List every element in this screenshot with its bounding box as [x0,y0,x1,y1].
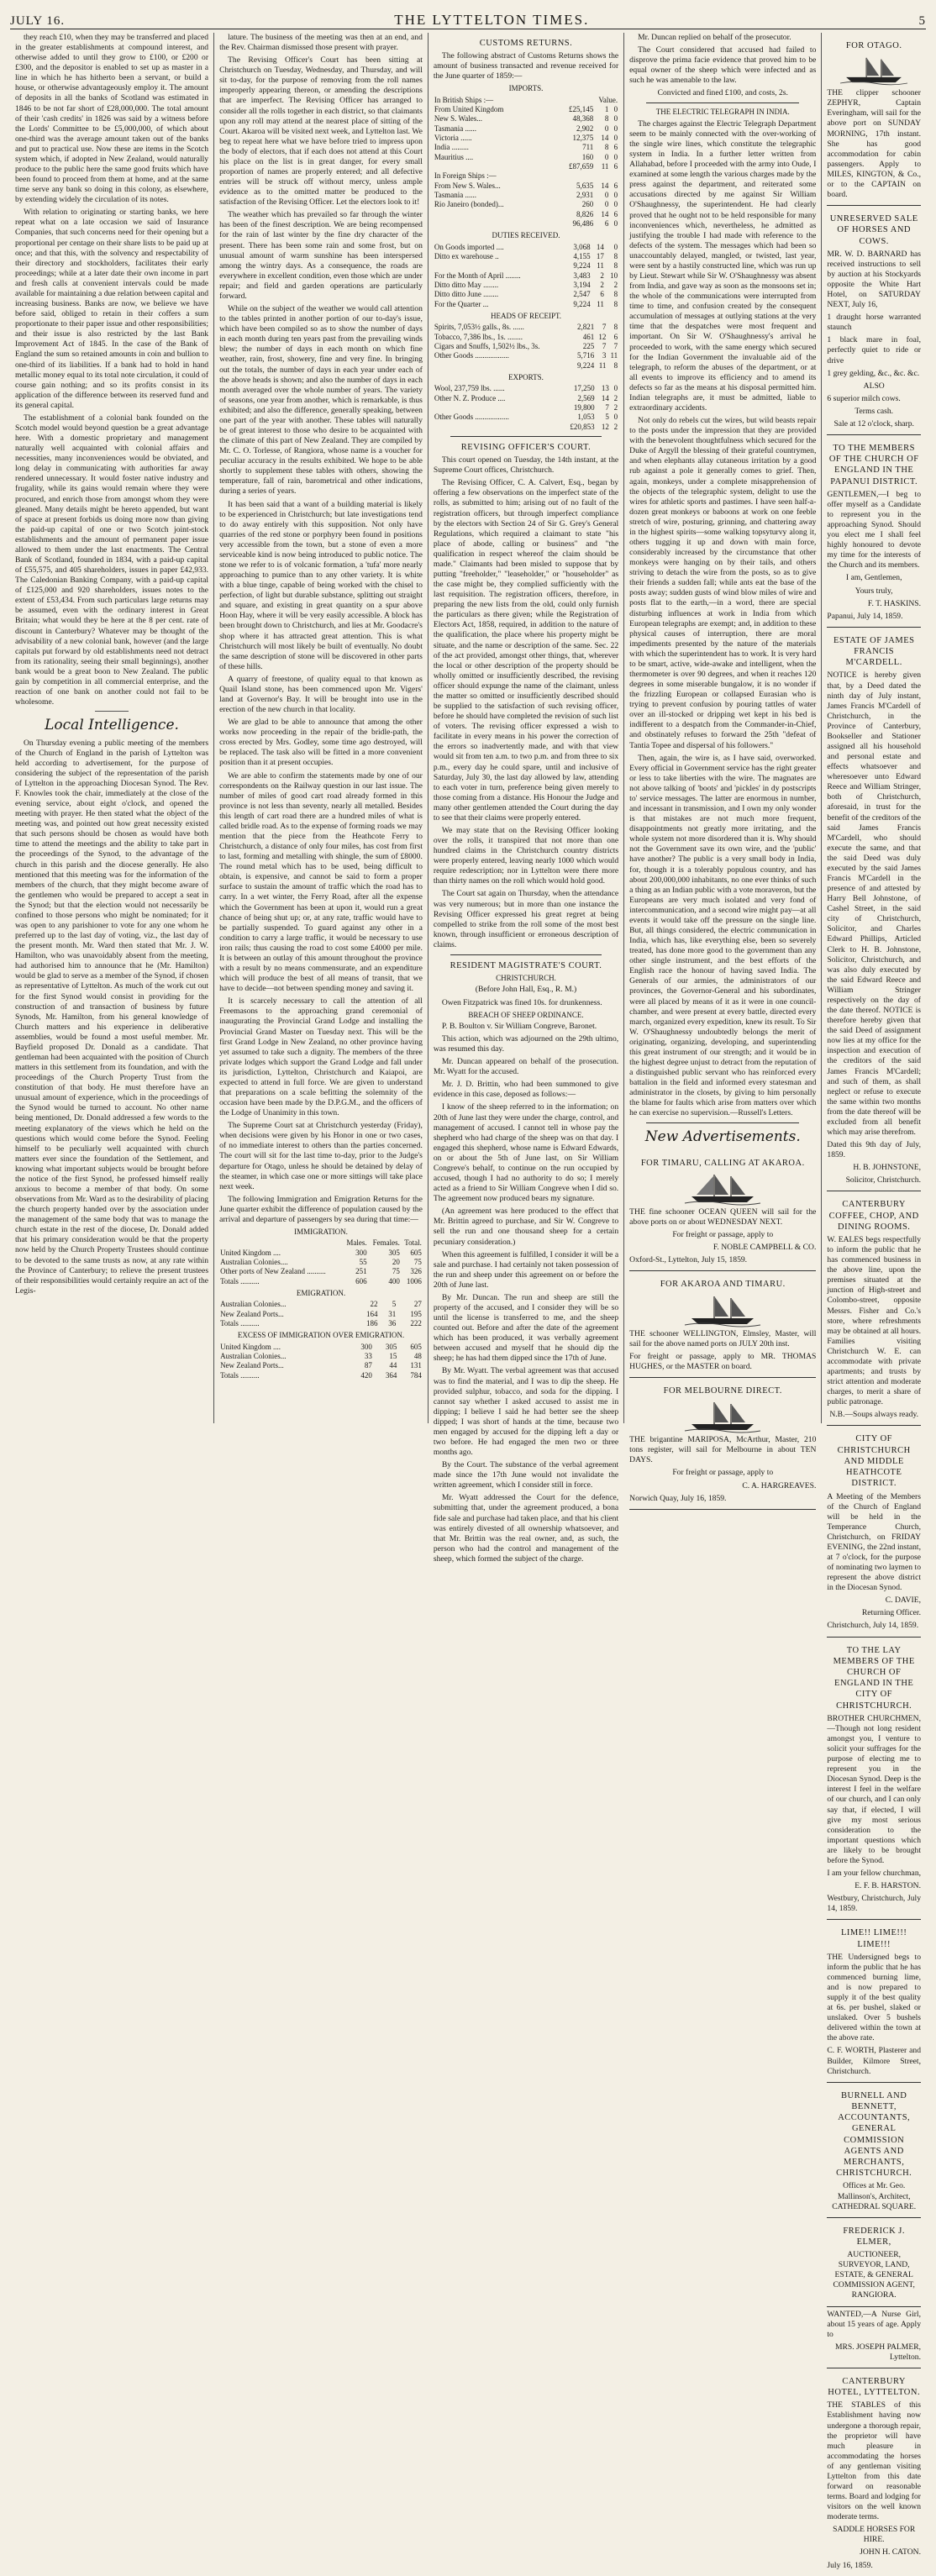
ad-body: GENTLEMEN,—I beg to offer myself as a Candidate to represent you in the approaching Synod. Should you elect me I shall feel highly honoured to devote my time for the interests of the Church and its members. [827,489,921,570]
exports-table [434,384,618,432]
ad-body: THE STABLES of this Establishment having now undergone a thorough repair, the proprietor will have much pleasure in accommodating the horses of any gentleman visiting Lyttelton from this date forward on reasonable terms. Board and lodging for visitors on the well known moderate terms. [827,2400,921,2522]
article-paragraph: The following Immigration and Emigration Returns for the June quarter exhibit the difference of population caused by the arrival and departure of passengers by sea during that time:— [219,1194,423,1224]
article-paragraph: With relation to originating or starting banks, we here repeat what on a late occasion we said of Insurance Companies, that such concerns need for their opening but a proportional per centage on their share lists to be paid up at once; and that this, with the solvency and respectability of their directory and stockholders, facilitates their early proceedings; while at a later date their own income in part and fresh calls at convenient intervals could be made available for maintaining a due relation between capital and increasing business. Banks are now, we believe we have before said, obliged to retain in their coffers a sum proportionate to their paper issue and other responsibilities; and their issue is also restricted by the last Bank Improvement Act of 1845. In the case of the Bank of England the sum so retained amounts in coin and bullion to one-third of its liabilities. If a bank had to hold in hand metallic money equal to its total note circulation, it could of course gain nothing; and so its profits consist in its application of the difference between its reserved fund and its general capital. [15,208,209,410]
exports-label: EXPORTS. [508,372,544,381]
ad-item: 6 superior milch cows. [827,393,901,403]
telegraph-heading: THE ELECTRIC TELEGRAPH IN INDIA. [655,108,790,117]
article-paragraph: The Revising Officer's Court has been sitting at Christchurch on Tuesday, Wednesday, and Thursday, and will sit to-day, for the purpose of removing from the roll names improperly appearing thereon, or amending the descriptions that are imperfect. The Revising Officer has arranged to consider all the rolls together in each district, so that claimants upon any roll may attend at the nearest place of sitting of the Court. Akaroa will be visited next week, and Lyttelton last. We beg to repeat here what we have before tried to impress upon the body of electors, that if each does not attend at this Court his place on the list is in great danger, for every small proportion of names are properly entered; and all defective entries will be struck off without mercy, unless ample evidence as to the omitted matter be produced to the satisfaction of the Revising Officer. Let the electors look to it! [219,55,423,208]
ad-body: THE Undersigned begs to inform the public that he has commenced burning lime, and is now prepared to supply it of the best quality at 6s. per bushel, slaked or unslaked. Over 5 bushels delivered within the town at the above rate. [827,1952,921,2043]
article-paragraph: While on the subject of the weather we would call attention to the tables printed in another portion of our to-day's issue, which have been compiled so as to show the number of days in each month during ten years past from the prevailing winds blew; the number of days in each month on which fine weather, rain, frost, showery, fine and very fine. In bringing out the totals, the number of days in each year under each of the above heads is shown; and also the number of days in each month averaged over the whole number of years. The variety of seasons, one year from another, which is remarkable, is thus exhibited; and also the difference, generally speaking, between one part of the year with another. These tables will naturally be of great interest to those who desire to be acquainted with the climate of this part of New Zealand. They are compiled by Mr. C. O. Torlesse, of Rangiora, whose name is a voucher for peculiar accuracy in the results exhibited. We hope to be able shortly to supplement these tables with others, showing the temperature, fall of rain, barometrical and other indications, during a series of years. [219,304,423,497]
article-paragraph: Then, again, the wire is, as I have said, overworked. Every official in Government service has the right greater or less to take liberties with the wire. The magnates are not above talking of 'boots' and 'pickles' in dy postscripts to' service messages. The latter are enormous in number, and incessant in transmission, and I own my only wonder is that mistakes are not much more frequent, disappointments not greatly more irritating, and the whole system not more disordered than it is. Why should not the Government save its own wire, and the 'public' have another? The public is a very small body in India, for, though it is a tolerably populous country, and has about 200,000,000 inhabitants, no one ever thinks of such a thing as an Indian public with a vote moraveron, but the Europeans are very much isolated and very fond of intercommunication, and a second wire might pay—at all events it would take off the pressure on the single line. But, all things considered, the electric communication in India, which has, like everything else, been so severely treated, has done more good to the government than any other single instrument, and the best efforts of the English race the honour of having saved India. The Generals of our armies, the administrators of our provinces, the Governor-General and his subordinates, were all placed by means of it as it were in one council-chamber, and were present at every battle, directed every march, organized every expedition, knew its result. To Sir W. O'Shaughnessy undoubtedly belongs the merit of originating, organizing, developing, and superintending this great instrument of our strength; and it would be in the highest degree unjust to detract from the reputation of a distinguished public servant who has reinforced every battalion in the field and informed every statesman and administrator in the closets, by giving to him personally the blame for faults which arise from matters over which he can exercise no supervision.—Russell's Letters. [629,753,817,1118]
ad-heading: CANTERBURY COFFEE, CHOP, AND DINING ROOMS. [828,1200,919,1232]
article-paragraph: It has been said that a want of a building material is likely to be experienced in Christchurch; but late investigations tend to do away entirely with this supposition. Not only have quarries of the red stone or porphyry been found in positions very accessible from the town, but a stone of even a more serviceable kind is now being introduced to public notice. The stone we refer to is of volcanic formation, a 'tufa' more nearly approaching to pumice than to any other variety. It is white with a blue tinge, capable of being worked with the chisel to perfection, of light but durable substance, splitting out straight and square, and existing in great quantity on a spur above Hoon Hay, where it will be very easily accessible. A block has been brought down to Christchurch, and lies at Mr. Goodacre's shop where it has attracted great attention. This is what Christchurch will most likely be built of eventually. No doubt the same description of stone will be discovered in other parts of these hills. [219,499,423,671]
ad-body: THE schooner WELLINGTON, Elmsley, Master, will sail for the above named ports on JULY 20th inst. [629,1328,817,1348]
column-2 [214,33,429,1423]
article-paragraph: The establishment of a colonial bank founded on the Scotch model would beyond question be a great advantage here. With a domestic proprietary and management naturally well acquainted with colonial affairs and necessities, many inconveniences would be obviated, and long delay in communicating with authorities far away rendered unnecessary. It would foster native industry and frugality, while its gains would remain where they were procured, and enrich those from amongst whom they were gleaned. Many details might be hereto appended, but want of space at present forbids us doing more now than giving the paid-up capital of one or two Scotch joint-stock establishments and the amount of permanent paper issue allowed to them under the last enactments. The Central Bank of Scotland, founded in 1834, with a paid-up capital of £55,575, and 405 shareholders, issues in paper £42,933. The Caledonian Banking Company, with a paid-up capital of £125,000 and 920 shareholders, issues notes to the extent of £53,434. From such particulars large returns may be assumed, even with the ordinary interest in Great Britain; what would they be here at the 8 per cent. rate of discount in Canterbury? Whatever may be thought of the advisability of a new colonial bank, however (and the large capitals put forward by old establishments need not detract from its rationality, seeing their small beginnings), another bank would be a great boon to New Zealand. The public gain by competition in all commercial enterprise, and the reaction of one bank on another could not fail to be wholesome. [15,413,209,707]
table-total-row: 9,224 11 8 [573,261,618,271]
article-paragraph: By Mr. Wyatt. The verbal agreement was that accused was to find the material, and I was to dip the sheep. He provided sulphur, tobacco, and soda for the dipping. I cannot say whether I asked accused to assist me in dipping; I believe I said he had better see the sheep dipped; I was short of hands at the time, because two men engaged by accused for the dipping left a day or two before. He had engaged the men two or three months ago. [433,1366,619,1458]
ad-heading: FOR AKAROA AND TIMARU. [660,1280,786,1290]
ad-item: ALSO [863,381,885,391]
ad-signature: JOHN H. CATON. [860,2547,921,2558]
ad-item: 1 draught horse warranted staunch [827,313,921,333]
ad-heading: FOR MELBOURNE DIRECT. [663,1386,782,1396]
article-paragraph: On Thursday evening a public meeting of the members of the Church of England in the parish of Lyttelton was held according to advertisement, for the purpose of considering the subject of the representation of the parish of Lyttelton in the approaching Diocesan Synod. The Rev. F. Knowles took the chair, immediately at the close of the evening service, about eight o'clock, and opened the meeting with prayer. He then stated what the object of the meeting was, and pointed out how great necessity existed that such persons should be chosen as would have both time to attend the meetings and the ability to take part in the proceedings of the Synod, to the advantage of the church in this parish and the diocese generally. He also mentioned that this meeting was for the information of the members of the church, that they might become aware of the gentlemen who would be prepared to accept a seat in the Synod; but that the election would not necessarily be confined to those persons who might be nominated; for it was open to any parishioner to vote for any one whom he preferred up to the last day of voting, viz., the last day of the present month. Mr. Ward then stated that Mr. J. W. Hamilton, who was unavoidably absent from the meeting, had authorised him to announce that he (Mr. Hamilton) would be glad to serve as a member of the Synod, if chosen as representative of Lyttelton. As much of the work cut out for the first Synod would consist in providing for the construction of and transaction of business by future Synods, Mr. Hamilton, from his general knowledge of Church matters and his experience in deliberative assemblies, would be found a most useful member. Mr. Bayfield proposed Dr. Donald as a candidate. That gentleman had been acquainted with the position of Church matters in this settlement from its foundation, and with the proceedings of the Church Property Trust from the constitution of that body. He must therefore have an unusual amount of experience, which in the proceedings of the Synod would be turned to account. No other name being mentioned, Dr. Donald addressed a few words to the meeting explanatory of the views which he held on the questions which would come before the Synod. Feeling himself to be peculiarly well acquainted with church matters ever since the foundation of the Settlement, and knowing what important subjects would be brought before the notice of the first Synod, he professed himself really anxious to become a member of that body. On some observations from Mr. Ward as to the desirability of placing the church property handed over by the association under the management of the same body that was to manage the church estate in the rest of the diocese, Dr. Donald added that his primary consideration would be that the property now held by the Church Property Trustees should continue to be devoted to the same trusts as now, at any rate within the Province of Canterbury; to relieve the present trustees of their responsibilities would certainly require an act of the Legis- [15,738,209,1296]
article-paragraph: they reach £10, when they may be transferred and placed in the greater establishments at compound interest, and otherwise added to until they grow to £100, or £200 or £300, and the depositor is enabled to set up as master in a line in which he has hitherto been a servant, or build a house, or otherwise advantageously employ it. The amount of deposits in all the banks of Scotland was estimated in 1846 to be not far short of £28,000,000. The total amount of their 'cash credits' in 1826 was said by a witness before the Lords' Committee to be £5,000,000, of which about one-third was the average amount taken out of the banks and put to practical use. Now these are items in the Scotch system which, if adopted in New Zealand, would naturally produce to the public here the same good fruits which have been found to proceed from them at home, and at the same time serve any bank so doing in this colony, as elsewhere, by extending widely the circulation of its notes. [15,33,209,205]
article-paragraph: We are able to confirm the statements made by one of our correspondents on the Railway question in our last issue. The number of miles of good cart road already formed in this province is not less than seventy, nearly all metalled. Besides this length of cart road there are a hundred miles of what is called bridle road. As to the expense of forming roads we may mention that the piece from the Heathcote Ferry to Christchurch, a distance of only four miles, has cost from first to last, forming and metalling with shingle, the sum of £8000. The round metal which has to be used, being difficult to obtain, is expensive, and cannot be said to form a proper surface to sustain the amount of traffic which the road has to carry. In a wet winter, the Ferry Road, after all the expense which the Government has been at upon it, would run a great chance of being shut up; or, at any rate, traffic would have to be partially suspended. To guard against any other in a condition to carry a large traffic, it would be necessary to use iron rails; thus causing the road to cost some £4000 per mile. It is between an outlay of this amount throughout the province with a result by no means commensurate, and an expenditure which will produce the best of all means of transit, that we have to decide—not between spending money and saving it. [219,770,423,994]
article-paragraph: P. B. Boulton v. Sir William Congreve, Baronet. [441,1021,597,1031]
article-paragraph: The charges against the Electric Telegraph Department seem to be mainly connected with the over-working of the single wire lines, which constitute the telegraphic system in India. In a further letter written from Allahabad, before I proceeded with the army into Oude, I examined at some length the various charges made by the press against the department, and reiterated some accusations directed by me against Sir William O'Shaughnessy, the superintendent. He had clearly proved that he ought not to be held responsible for many inconveniences which, nevertheless, he admitted as justifying the trouble I had made with reference to the defects of the system. The messages which had been so unaccountably delayed, mangled, or twisted, last year, were sent by a hastily constructed line, which was run up by Lieut. Stewart while Sir W. O'Shaughnessy was absent from India, and gave way as soon as the monsoons set in; the whole of the communications were interrupted from time to time, and confusion created by the consequent accumulation of messages at outlying stations at the very time that the despatches were most frequent and important. On Sir W. O'Shaughnessy's arrival he proceeded to work, with the same energy which secured for the Indian Government the invaluable aid of the telegraph, to reform the abuses of the department, or at all events to improve its efficiency and to amend its defects so far as the means at his disposal permitted him. Indian telegraphs are, it must be admitted, liable to extraordinary accidents. [629,118,817,413]
table-row: Cigars and Snuffs, 1,502½ lbs., 3s. 225 7 7 [434,341,618,350]
revising-court-heading: REVISING OFFICER'S COURT. [460,442,592,452]
ad-hotel [827,2368,921,2576]
ad-timaru [629,1150,816,1272]
excess-table [219,1343,423,1380]
ship-icon [685,1293,760,1327]
table-row: Other Goods .................. 1,053 5 0 [434,413,618,422]
ad-estate [827,628,921,1192]
ad-sub: For freight or passage, apply to [672,1230,774,1240]
ad-signature: C. DAVIE, [885,1596,921,1606]
ad-date: July 16, 1859. [827,2560,873,2570]
article-paragraph: A quarry of freestone, of quality equal to that known as Quail Island stone, has been commenced upon Mr. Vigers' land at Governor's Bay. It will be brought into use in the erection of the new church in that locality. [219,674,423,715]
table-row: United Kingdom .... 300 305 605 [220,1342,422,1351]
ad-signature: C. F. WORTH, Plasterer and Builder, Kilmore Street, Christchurch. [827,2046,921,2076]
ad-heading: CITY OF CHRISTCHURCH AND MIDDLE HEATHCOTE DISTRICT. [837,1434,911,1489]
table-row: United Kingdom .... 300 305 605 [220,1248,422,1257]
ad-coffee [827,1191,921,1426]
article-paragraph: (An agreement was here produced to the effect that Mr. Brittin agreed to purchase, and Sir W. Congreve to sell the run and one thousand sheep for a certain pecuniary consideration.) [433,1207,619,1247]
table-row: Other Goods .................. 5,716 3 11 [434,351,618,360]
ad-body: BROTHER CHURCHMEN,—Though not long resident amongst you, I venture to solicit your suffrages for the purpose of electing me to represent you in the Diocesan Synod. Deep is the interest I feel in the welfare of our church, and I can only say that, if elected, I will give my most serious consideration to the important questions which are likely to be brought before the Synod. [827,1713,921,1865]
article-paragraph: The Supreme Court sat at Christchurch yesterday (Friday), when decisions were given by his Honor in one or two cases, of no immediate interest to others than the parties concerned. The court will sit for the last time to-day, prior to the Judge's departure for Otago, unless he should be detained by delay of the steamer, in which case one or more sittings will take place next week. [219,1121,423,1191]
ad-close: Yours truly, [854,586,893,596]
table-row: Other N. Z. Produce .... 2,569 14 2 [434,393,618,402]
ad-body: MR. W. D. BARNARD has received instructions to sell by auction at his Stockyards opposite the White Hart Hotel, on SATURDAY NEXT, July 16, [827,249,921,310]
ad-note: N.B.—Soups always ready. [829,1410,919,1420]
article-paragraph: The Court considered that accused had failed to disprove the prima facie evidence that proved him to be equal owner of the sheep which were infected and as such he was amenable to the law. [629,45,817,86]
table-row: Australian Colonies.... 55 20 75 [220,1257,422,1266]
ad-date: Westbury, Christchurch, July 14, 1859. [827,1894,921,1914]
table-row: From New S. Wales... 5,635 14 6 [434,181,618,190]
ad-body: AUCTIONEER, SURVEYOR, LAND, ESTATE, & GENERAL COMMISSION AGENT, RANGIORA. [833,2250,915,2300]
article-paragraph: The weather which has prevailed so far through the winter has been of the finest description. We are being recompensed for the rain of last winter by the fine dry character of the present. There has been some rain and some frost, but on unusual amount of warm sunshine has been interspersed among the wintry days. As a consequence, the roads are everywhere in excellent condition, even those which are under repair; and field and garden operations are particularly forward. [219,210,423,301]
article-paragraph: The Revising Officer, C. A. Calvert, Esq., began by offering a few observations on the imperfect state of the rolls, as submitted to him; arising out of no fault of the registration officers, but through imperfect compliance by the electors with Section 24 of Sir G. Grey's General Regulations, which required a claimant to state "his place of abode, calling or business" and "the qualification in respect whereof the claim should be made." Claimants had been misled to suppose that by putting "freeholder," "leaseholder," or "householder" as the case might be, they complied sufficiently with the last requisition. The registration officers, therefore, in preparing the new lists from the old, could only furnish the particulars as there given; while the Registration of Electors Act, 1858, required, in addition to the nature of the qualification, the place where his property might be situate, and the name or description of the same. Sec. 22 of the act provided, amongst other things, that, wherever the local or other description of the property should be wholly omitted or insufficiently described, the revising officer should expunge the name of the claimant, unless the matter so omitted or insufficiently described should be supplied to the satisfaction of such revising officer, before he should have completed the revision of such list of voters. The revising officer expressed a wish to facilitate in every means in his power the correction of the errors so inadvertently made, and with that view would sit from ten a.m. to two p.m. and from three to six p.m., every day he could spare, until and inclusive of Saturday, July 30, the last day allowed by law, attending to each voter in turn, preference being given merely to those coming from a distance. His Honour the Judge and many other gentlemen attended the Court during the day to see that their claims were properly entered. [433,478,619,823]
ad-close: I am your fellow churchman, [827,1869,922,1879]
ad-elmer [827,2218,921,2307]
article-paragraph: Mr. Duncan replied on behalf of the prosecutor. [638,33,791,42]
duties-table [434,243,618,309]
customs-returns-heading: CUSTOMS RETURNS. [479,39,573,48]
table-row: Ditto ditto June ........ 2,547 6 8 [434,290,618,299]
immigration-table-title: IMMIGRATION. [294,1227,348,1236]
article-paragraph: Not only do rebels cut the wires, but wild beasts repair to the posts under the impression that they are provided with the benevolent thoughtfulness which secured for the Duke of Argyll the blessing of their grateful countrymen, and when elephants allay cutaneous irritation by a good rub against a pole it generally comes to grief. Then, again, monkeys, under a complete misapprehension of the objects of the telegraphic system, delight to use the wires for athletic sports and pastimes. I have seen half-a-dozen great monkeys or baboons at work on one feeble stretch of wire, posturing, grinning, and chattering away in the highest spirits—some walking topsyturvy along it, others tugging it up and down with main force, considerably increased by the circumstance that other monkeys were hanging on by their tails, and others striving to detach the wire from the posts, so as to give their friends a sudden fall; while ants eat the base of the posts away; sudden gusts of wind blow miles of wire and posts flat to the earth,—in a word, there are special disturbing influences at work in India from which European telegraphs are exempt; and, in addition to these physical causes of interruption, there are moral impediments presented by the nature of the materials with which the superintendent has to work. It is very hard to be smart, active, wide-awake and intelligent, when the thermometer is over 90 degrees, and when it reaches 120 degrees in some miserable bungalow, it is no wonder if the frizzling European or collapsed Eurasian who is trying to prevent confusion by pouring tattles of water over an ill-stocked or dripping wet kept in his bed is indifferent to a despatch from the Commander-in-Chief, and obstinately refuses to forward the 25th "defeat of Tantia Topee and dispersal of his followers." [629,416,817,750]
article-paragraph: It is scarcely necessary to call the attention of all Freemasons to the approaching grand ceremonial of inaugurating the Provincial Grand Lodge and installing the Provincial Grand Master on Tuesday next. This will be the first Grand Lodge in New Zealand, no other province having yet assumed to take such a dignity. The members of the three private lodges which support the Grand Lodge and fall under its jurisdiction, Lyttelton, Christchurch and Kaiapoi, are expected to attend in full force. We are given to understand that preparations on a scale befitting the solemnity of the occasion have been made by the D.P.G.M., and the officers of the Lodge of Unanimity in this town. [219,996,423,1118]
ad-date: Christchurch, July 14, 1859. [827,1621,919,1631]
ad-item: 1 black mare in foal, perfectly quiet to ride or drive [827,335,921,365]
table-total-row: Totals .......... 606 400 1006 [220,1276,422,1285]
ad-heading: BURNELL AND BENNETT, ACCOUNTANTS, GENERAL COMMISSION AGENTS AND MERCHANTS, CHRISTCHURCH. [836,2090,912,2179]
article-paragraph: By Mr. Duncan. The run and sheep are still the property of the accused, and I consider they will be so until the license is transferred to me, and the sheep counted out. Before and after the date of the agreement which has been produced, it was verbally agreement between accused and myself that he should dip the sheep; he has had them dipped since the 17th of June. [433,1292,619,1364]
ad-date: Dated this 9th day of July, 1859. [827,1140,921,1160]
ad-heathcote [827,1426,921,1637]
article-paragraph: This court opened on Tuesday, the 14th instant, at the Supreme Court offices, Christchurch. [433,455,619,476]
table-row: New Zealand Ports... 87 44 131 [220,1361,422,1370]
article-paragraph: The following abstract of Customs Returns shows the amount of business transacted and revenue received for the June quarter of 1859:— [433,51,619,81]
immigration-table: Males. Females. Total. United Kingdom .... 300 305 605 Australian Colonies.... 55 20 75 Other ports of New Zealand .......... 251 75 326 Totals .......... 606 400 1006 [220,1238,422,1285]
imports-label: IMPORTS. [508,84,544,93]
ad-burnell [827,2083,921,2218]
magistrates-court-heading: RESIDENT MAGISTRATE'S COURT. [450,960,602,970]
table-row: New Zealand Ports... 164 31 195 [220,1309,422,1318]
table-row: Spirits, 7,053½ galls., 8s. ...... 2,821 7 8 [434,323,618,332]
ad-place: Norwich Quay, July 16, 1859. [629,1493,727,1503]
table-total-row: £20,853 12 2 [570,422,618,431]
column-1 [10,33,214,1423]
table-total-row: £87,659 11 6 [569,162,618,171]
ad-papanui [827,435,921,628]
table-row: Wool, 237,759 lbs. ...... 17,250 13 0 [434,384,618,393]
ad-sub: For freight or passage, apply to [672,1468,774,1478]
column-3 [429,33,624,1564]
table-row: Tasmania ...... 2,902 0 0 [434,124,618,133]
ad-signature: F. NOBLE CAMPBELL & CO. [713,1243,817,1253]
ad-laity [827,1638,921,1921]
article-paragraph: We are glad to be able to announce that among the other works now proceeding in the repair of the bridle-path, the cross erected by Mrs. Godley, some time ago destroyed, will be replaced. The task also will be fitted in a more convenient position than it at present occupies. [219,718,423,768]
table-row: Other ports of New Zealand .......... 251 75 326 [220,1267,422,1276]
excess-table-title: EXCESS OF IMMIGRATION OVER EMIGRATION. [237,1331,405,1340]
ad-signature: H. B. JOHNSTONE, [853,1163,921,1173]
column-5 [822,33,926,2570]
column-4 [624,33,822,1503]
article-paragraph: Convicted and fined £100, and costs, 2s. [657,88,788,98]
imports-table: In British Ships :— Value. From United Kingdom £25,145 1 0 New S. Wales... 48,368 8 0 Tasmania ...... 2,902 0 0 Victoria ...... 12,375 14 0 India ......... 711 8 6 Mauritius .... 160 0 0 £87,659 11 6 In Foreign Ships :— From New S. Wales... 5,635 14 6 Tasmania ...... 2,931 0 0 Rio Janeiro (bonded)... 260 0 0 8,826 14 6 96,486 6 0 [434,95,618,229]
ad-signature: MRS. JOSEPH PALMER, Lyttelton. [834,2342,921,2362]
section-heading-new-advertisements: New Advertisements. [644,1128,801,1146]
ad-heading: FREDERICK J. ELMER, [843,2226,906,2247]
ad-date: Papanui, July 14, 1859. [827,611,903,621]
masthead-date: JULY 16. [10,14,66,28]
divider [450,954,602,955]
ad-heading: LIME!! LIME!!! LIME!!! [840,1928,907,1949]
masthead-title: THE LYTTELTON TIMES. [394,12,590,28]
court-before: (Before John Hall, Esq., R. M.) [475,985,577,995]
ad-body: THE brigantine MARIPOSA, McArthur, Master, 210 tons register, will sail for Melbourne in about TEN DAYS. [629,1435,817,1465]
table-row: On Goods imported .... 3,068 14 0 [434,242,618,251]
duties-label: DUTIES RECEIVED. [492,231,560,240]
divider [95,711,129,712]
ad-signature: Solicitor, Christchurch. [845,1175,921,1185]
heads-label: HEADS OF RECEIPT. [490,312,562,320]
table-row: Australian Colonies... 22 5 27 [220,1300,422,1309]
ad-otago [827,33,921,206]
ad-item: Terms cash. [854,406,894,416]
ship-icon [685,1399,760,1433]
ad-heading: ESTATE OF JAMES FRANCIS M'CARDELL. [833,635,915,668]
ad-lime [827,1920,921,2082]
table-total-row: For the Quarter ... 9,224 11 8 [434,299,618,308]
heads-table [434,323,618,371]
section-heading-local-intelligence: Local Intelligence. [45,717,179,734]
emigration-table [219,1300,423,1328]
case-heading: BREACH OF SHEEP ORDINANCE. [468,1010,584,1019]
page-number: 5 [918,14,926,28]
ad-signature: Returning Officer. [861,1608,921,1618]
masthead [10,7,926,29]
table-row: Tobacco, 7,386 lbs., 1s. ........ 461 12 6 [434,332,618,341]
ad-body: THE fine schooner OCEAN QUEEN will sail for the above ports on or about WEDNESDAY NEXT. [629,1207,817,1228]
ad-heading: TO THE MEMBERS OF THE CHURCH OF ENGLAND IN THE PAPANUI DISTRICT. [828,443,919,486]
ad-place: Oxford-St., Lyttelton, July 15, 1859. [629,1255,748,1265]
article-paragraph: This action, which was adjourned on the 29th ultimo, was resumed this day. [433,1034,619,1054]
article-paragraph: I know of the sheep referred to in the information; on 20th of June last they were under the charge, control, and management of accused. I cannot tell in whose pay the shepherd who had charge of the sheep was on that day. I engaged this shepherd, whose name is Edward Edwards, on or about the 5th of June last, on Sir William Congreve's behalf, to continue on the run occupied by accused, though I had no authority to do so; I merely acted as a friend to Sir William Congreve when I did so. The agreement now produced bears my signature. [433,1102,619,1204]
table-row: Ditto ditto May ........ 3,194 2 2 [434,281,618,290]
article-paragraph: Mr. J. D. Brittin, who had been summoned to give evidence in this case, deposed as follows:— [433,1080,619,1100]
ad-note: SADDLE HORSES FOR HIRE. [833,2525,916,2545]
table-total-row: 19,800 7 2 [573,402,618,412]
table-row: From United Kingdom £25,145 1 0 [434,105,618,114]
article-paragraph: lature. The business of the meeting was then at an end, and the Rev. Chairman dismissed those present with prayer. [219,33,423,53]
table-row: Rio Janeiro (bonded)... 260 0 0 [434,200,618,209]
table-row: For the Month of April ........ 3,483 2 10 [434,271,618,280]
article-paragraph: Owen Fitzpatrick was fined 10s. for drunkenness. [441,997,602,1007]
ad-item: 1 grey gelding, &c., &c. &c. [827,368,920,378]
emigration-table-title: EMIGRATION. [296,1288,346,1297]
ad-heading: FOR TIMARU, CALLING AT AKAROA. [640,1158,805,1168]
ad-close: I am, Gentlemen, [845,573,902,583]
ad-heading: TO THE LAY MEMBERS OF THE CHURCH OF ENGLAND IN THE CITY OF CHRISTCHURCH. [833,1645,915,1711]
table-row: Australian Colonies... 33 15 48 [220,1351,422,1360]
article-paragraph: Mr. Duncan appeared on behalf of the prosecution. Mr. Wyatt for the accused. [433,1057,619,1077]
table-row: India ......... 711 8 6 [434,143,618,152]
ad-item: Sale at 12 o'clock, sharp. [833,418,914,428]
ad-body: A Meeting of the Members of the Church of England will be held in the Temperance Church, Christchurch, on FRIDAY EVENING, the 22nd instant, at 7 o'clock, for the purpose of nominating two laymen to represent the above district in the Diocesan Synod. [827,1491,921,1593]
ad-heading: UNRESERVED SALE OF HORSES AND COWS. [829,214,918,246]
table-total-row: Totals .......... 420 364 784 [220,1370,422,1380]
table-total-row: 8,826 14 6 [576,209,618,218]
table-row: New S. Wales... 48,368 8 0 [434,114,618,124]
table-row: Mauritius .... 160 0 0 [434,152,618,161]
court-place: CHRISTCHURCH. [496,974,556,983]
ad-nurse [827,2307,921,2368]
ad-akaroa [629,1271,816,1378]
ad-body: WANTED,—A Nurse Girl, about 15 years of age. Apply to [827,2309,921,2339]
article-paragraph: The Court sat again on Thursday, when the attendance was very numerous; but in more than one instance the Revising Officer expressed his great regret at being compelled to strike from the roll some of the most best known, through insufficient or erroneous description of claims. [433,889,619,949]
table-row: Victoria ...... 12,375 14 0 [434,134,618,143]
table-total-row: 96,486 6 0 [572,219,618,229]
ad-signature: E. F. B. HARSTON. [854,1881,921,1891]
ship-icon [685,1171,760,1205]
divider [450,436,602,437]
ad-body: NOTICE is hereby given that, by a Deed dated the ninth day of July instant, James Francis M'Cardell of Christchurch, in the Province of Canterbury, Bookseller and Stationer assigned all his household and personal estate and effects whatsoever and wheresoever unto Edward Reece and William Stringer, both of Christchurch, aforesaid, in trust for the benefit of the creditors of the said James Francis M'Cardell, who should execute the same, and that the said Deed was duly executed by the said James Francis M'Cardell in the presence of and attested by Harry Bell Johnstone, of Cashel Street, in the said city of Christchurch, Solicitor, and Charles Edward Phillips, Articled Clerk to H. B. Johnstone, Solicitor, Christchurch, and was also duly executed by the said Edward Reece and William Stringer respectively on the day of the date thereof. NOTICE is therefore hereby given that the said Deed of assignment now lies at my office for the inspection and execution of the creditors of the said James Francis M'Cardell; and such of them, as shall neglect or refuse to execute the same within two months from the date thereof will be excluded from all benefit which may arise therefrom. [827,670,922,1137]
ad-body: THE clipper schooner ZEPHYR, Captain Everingham, will sail for the above port on SUNDAY MORNING, 17th instant. She has good accommodation for cabin passengers. Apply to MILES, KINGTON, & Co., or to the CAPTAIN on board. [827,88,921,199]
ad-signature: F. T. HASKINS. [867,598,921,608]
divider [646,1122,799,1123]
article-paragraph: When this agreement is fulfilled, I consider it will be a sale and purchase. I had certainly not taken possession of the run and sheep under this agreement on or before the 20th of June last. [433,1249,619,1290]
table-row: Ditto ex warehouse .. 4,155 17 8 [434,252,618,261]
table-total-row: Totals .......... 186 36 222 [220,1318,422,1327]
ad-heading: FOR OTAGO. [845,41,902,50]
article-paragraph: We may state that on the Revising Officer looking over the rolls, it transpired that not more than one hundred claims in the Christchurch country districts were properly entered, leaving nearly 1000 which would require redescription; nor in Lyttelton were there more than thirty names on the roll which would hold good. [433,825,619,886]
ad-body: W. EALES begs respectfully to inform the public that he has commenced business in the above line, upon the premises situated at the junction of High-street and Colombo-street, opposite Messrs. Fisher and Co.'s store, where refreshments may be obtained at all hours. Families visiting Christchurch W. E. can accommodate with private apartments; and trusts by strict attention and moderate charges, to merit a share of public patronage. [827,1235,921,1407]
table-total-row: 9,224 11 8 [577,360,618,370]
ad-body: Offices at Mr. Geo. Mallinson's, Architect, CATHEDRAL SQUARE. [832,2181,917,2211]
ad-sub: For freight or passage, apply to MR. THOMAS HUGHES, or the MASTER on board. [629,1351,817,1371]
article-paragraph: Mr. Wyatt addressed the Court for the defence, submitting that, under the agreement produced, a bona fide sale and purchase had taken place, and that his client was entirely divested of all ownership whatsoever, and that Mr. Brittin was the real owner, and, as such, the person who had the control and management of the sheep, which formed the subject of the charge. [433,1493,619,1564]
ship-icon [840,54,907,86]
ad-horses [827,206,921,435]
table-row: Tasmania ...... 2,931 0 0 [434,191,618,200]
ad-heading: CANTERBURY HOTEL, LYTTELTON. [828,2376,921,2398]
article-paragraph: By the Court. The substance of the verbal agreement made since the 17th June would not invalidate the written agreement, which I consider still in force. [433,1460,619,1490]
ad-signature: C. A. HARGREAVES. [742,1480,817,1490]
ad-melbourne [629,1378,816,1510]
